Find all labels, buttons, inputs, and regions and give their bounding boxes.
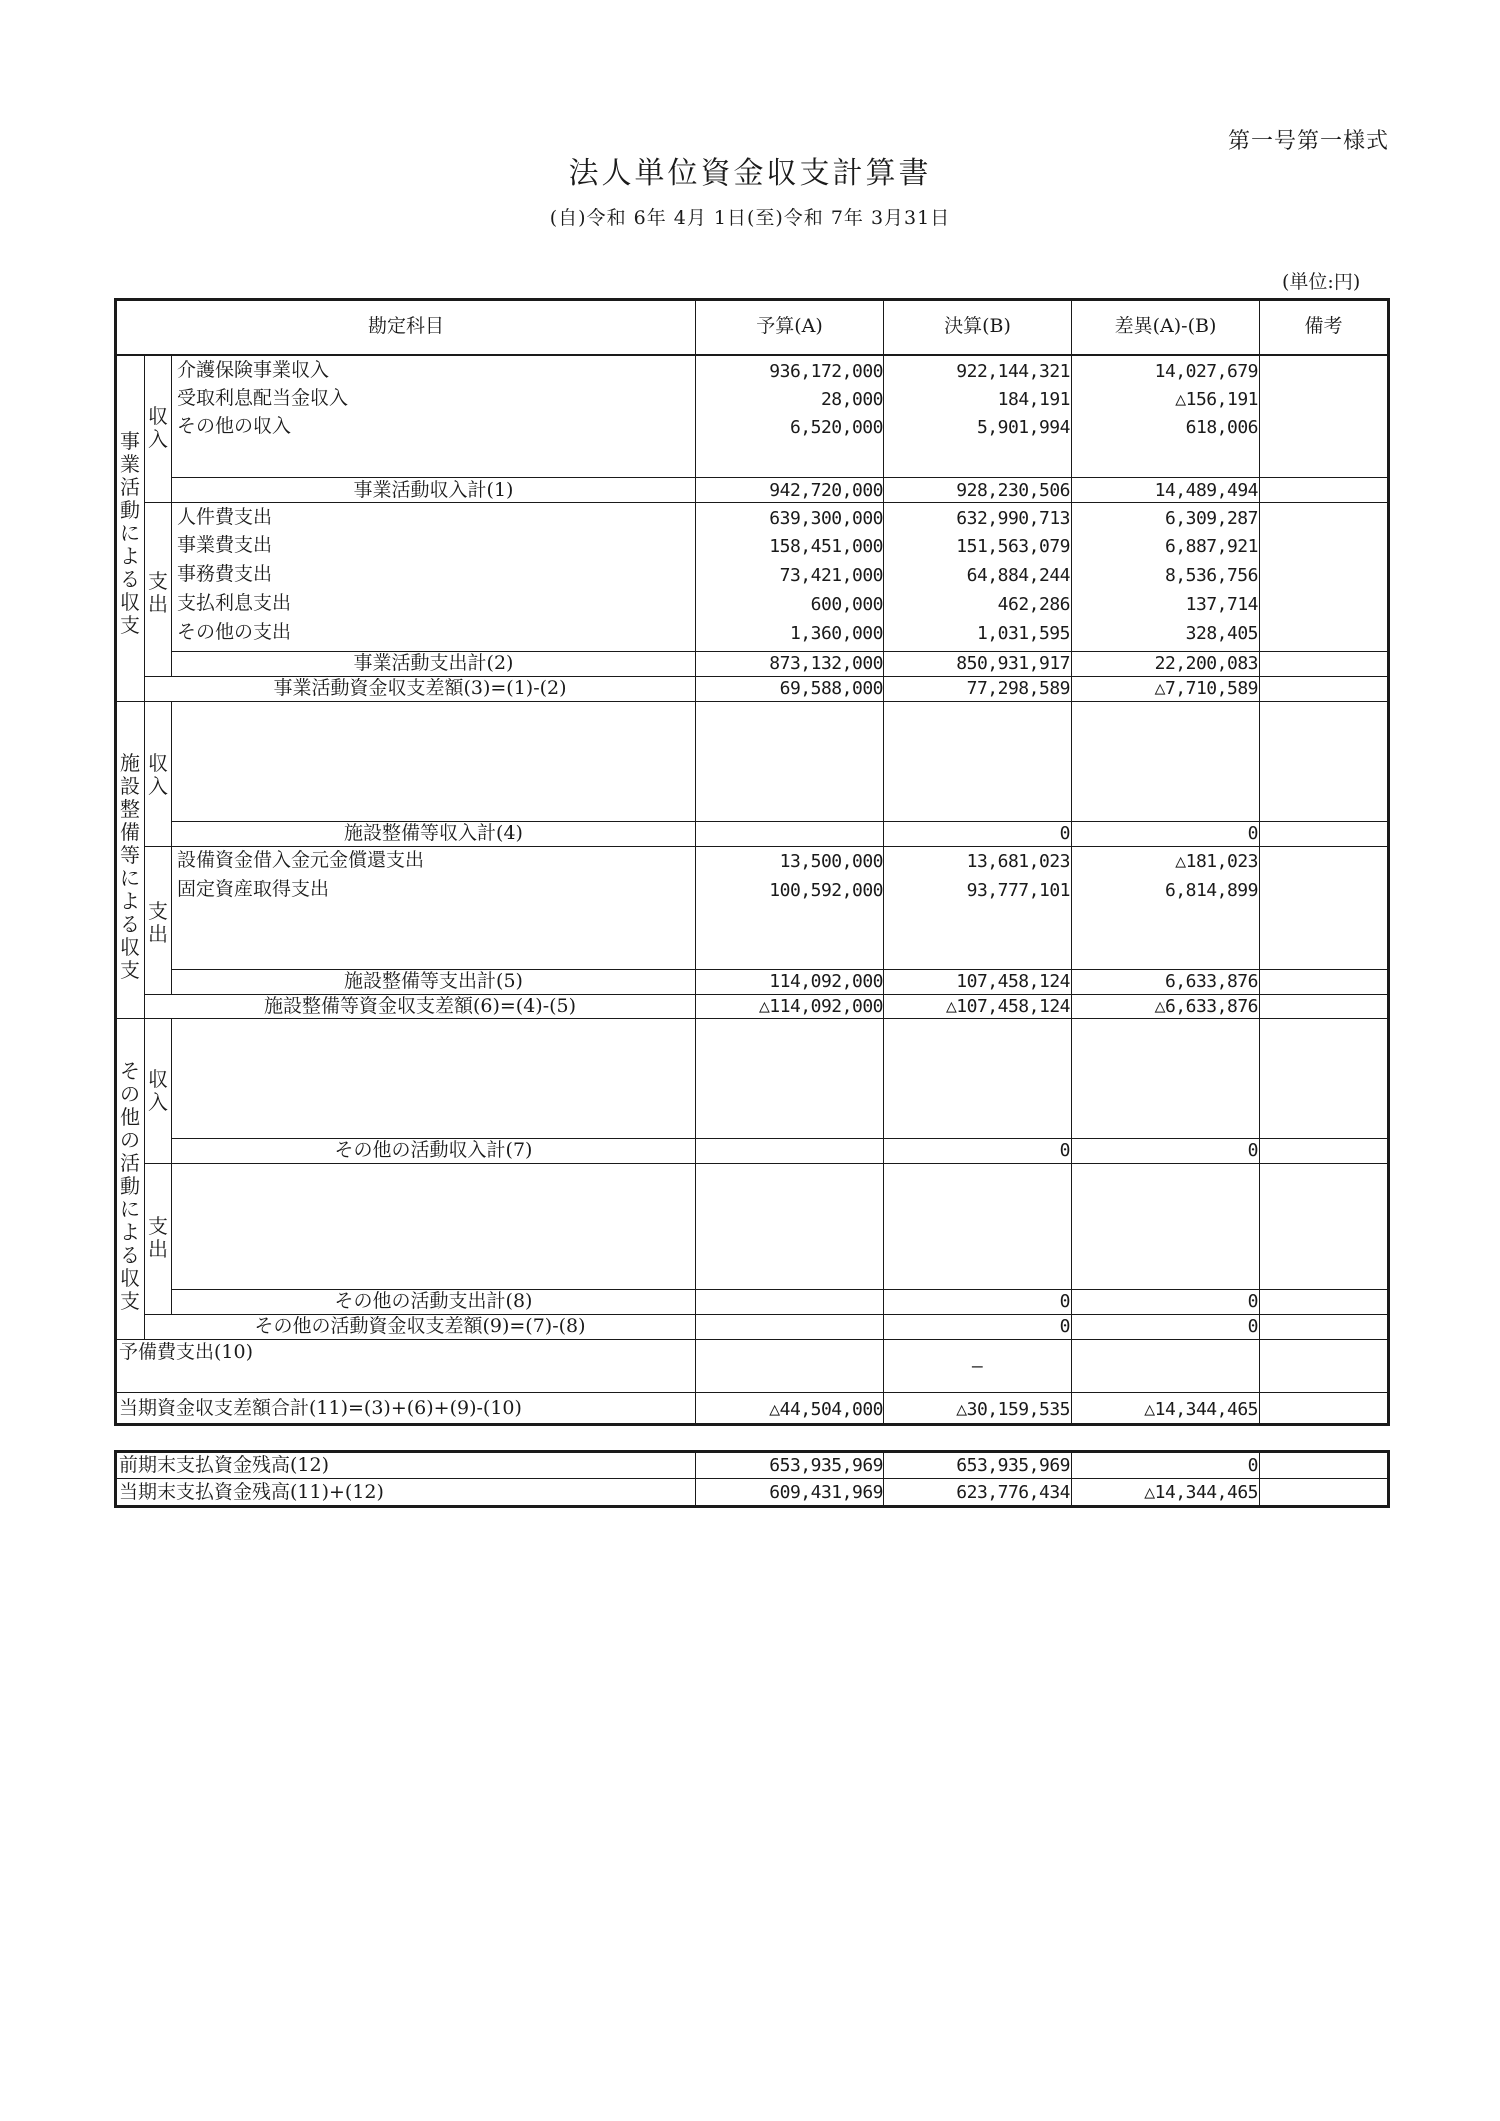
facility-income-label: 収 入 bbox=[148, 751, 168, 798]
document-title: 法人単位資金収支計算書 bbox=[568, 156, 932, 191]
other-expense-label: 支 出 bbox=[148, 1214, 168, 1261]
fiscal-period: (自)令和 6年 4月 1日(至)令和 7年 3月31日 bbox=[549, 207, 951, 229]
header-account: 勘定科目 bbox=[367, 315, 444, 337]
section-label-other: そ の 他 の 活 動 に よ る 収 支 bbox=[120, 1059, 140, 1313]
header-note: 備考 bbox=[1304, 315, 1343, 337]
business-income-label: 収 入 bbox=[148, 404, 168, 451]
header-budget: 予算(A) bbox=[756, 315, 823, 337]
header-diff: 差異(A)-(B) bbox=[1114, 315, 1217, 337]
business-expense-label: 支 出 bbox=[148, 569, 168, 616]
section-label-facility: 施 設 整 備 等 に よ る 収 支 bbox=[120, 751, 140, 982]
other-income-label: 収 入 bbox=[148, 1067, 168, 1114]
form-number: 第一号第一様式 bbox=[1228, 129, 1390, 154]
section-label-business-text: 事 業 活 動 に よ る 収 支 bbox=[120, 429, 140, 637]
facility-expense-label: 支 出 bbox=[148, 899, 168, 946]
section-label-business bbox=[118, 430, 142, 637]
header-actual: 決算(B) bbox=[944, 315, 1011, 337]
unit-label: (単位:円) bbox=[1282, 271, 1361, 293]
